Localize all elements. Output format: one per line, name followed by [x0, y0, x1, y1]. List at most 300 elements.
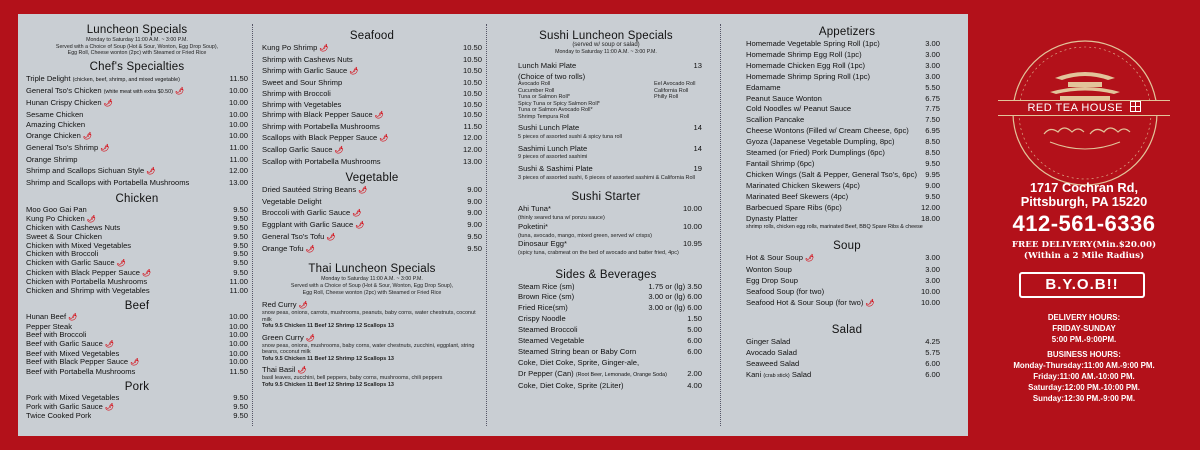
- item-label: Homemade Chicken Egg Roll (1pc): [746, 60, 866, 70]
- item-label: Vegetable Delight: [262, 196, 322, 206]
- chili-pepper-icon: 🌶: [86, 215, 96, 223]
- item-price: 10.00: [228, 311, 248, 321]
- item-label: General Tso's Chicken: [26, 85, 102, 95]
- thai-item-name: [262, 365, 482, 375]
- chili-pepper-icon: 🌶: [298, 302, 308, 310]
- maki-right-rolls: [654, 81, 695, 120]
- menu-item: [746, 148, 940, 159]
- menu-item: [746, 265, 940, 276]
- menu-item: [262, 55, 482, 66]
- item-label: Beef with Portabella Mushrooms: [26, 368, 136, 377]
- menu-item: [262, 208, 482, 220]
- item-name: [26, 358, 139, 368]
- item-name: [26, 269, 151, 279]
- menu-item: [746, 104, 940, 115]
- menu-item: [26, 269, 248, 279]
- item-name: [262, 133, 388, 145]
- item-desc: (chicken, beef, shrimp, and mixed vegetable): [72, 76, 180, 83]
- menu-item: [26, 358, 248, 368]
- item-name: [26, 233, 102, 242]
- item-label: Steamed Broccoli: [518, 325, 578, 335]
- item-label: Cheese Wontons (Filled w/ Cream Cheese, 6pc): [746, 126, 909, 136]
- menu-item: [26, 331, 248, 340]
- thai-item-name: [262, 300, 482, 310]
- item-name: [26, 323, 72, 332]
- menu-item: [746, 214, 940, 225]
- item-label: Dynasty Platter: [746, 213, 798, 223]
- item-label: Chicken with Garlic Sauce: [26, 259, 115, 268]
- item-name: [746, 298, 874, 310]
- menu-item: [262, 145, 482, 157]
- menu-item: [26, 323, 248, 332]
- item-price: 3.00: [925, 253, 940, 263]
- item-name: [262, 145, 344, 157]
- item-name: [746, 214, 798, 225]
- starter-item: [518, 239, 702, 250]
- item-price: 3.00 or (lg) 6.00: [648, 292, 702, 302]
- hours-info: DELIVERY HOURS: FRIDAY-SUNDAY 5:00 PM.-9:00PM. BUSINESS HOURS: Monday-Thursday:11:00 AM.-9:00 PM. Friday:11:00 AM.-10:00 PM. Saturday:12:00 PM.-10:00 PM. Sunday:12:30 PM.-9:00 PM.: [968, 312, 1200, 404]
- soup-heading: Soup: [833, 240, 861, 253]
- column-4: [722, 14, 968, 436]
- vegetable-list: [262, 185, 482, 255]
- item-price: 12.00: [228, 166, 248, 176]
- item-desc: (crab stick): [763, 372, 790, 379]
- menu-item: [26, 224, 248, 233]
- item-price: 10.00: [228, 131, 248, 141]
- item-label: Orange Chicken: [26, 131, 81, 141]
- item-label: Marinated Beef Skewers (4pc): [746, 191, 849, 201]
- item-name: [262, 66, 358, 78]
- item-name: [746, 276, 798, 287]
- item-name: [26, 178, 189, 189]
- menu-item: [518, 369, 702, 381]
- item-label: Kani: [746, 369, 762, 379]
- item-name: [26, 120, 85, 131]
- thai-item-desc: basil leaves, zucchini, bell peppers, baby corns, mushrooms, chili peppers: [262, 375, 443, 382]
- address: 1717 Cochran Rd, Pittsburgh, PA 15220: [1020, 180, 1148, 209]
- item-label: Beef with Broccoli: [26, 331, 87, 340]
- item-label: Fantail Shrimp (6pc): [746, 158, 815, 168]
- menu-item: [262, 78, 482, 89]
- menu-item: [262, 232, 482, 244]
- item-price: 9.50: [233, 240, 248, 250]
- starter-desc: (spicy tuna, crabmeat on the bed of avocado and batter fried, 4pc): [518, 250, 679, 257]
- item-label: Shrimp with Black Pepper Sauce: [262, 110, 373, 120]
- item-price: 10.00: [228, 321, 248, 331]
- item-price: 11.50: [229, 367, 248, 377]
- luncheon-specials-heading: Luncheon Specials: [86, 24, 188, 36]
- item-label: Crispy Noodle: [518, 314, 566, 324]
- sushi-plate: [518, 144, 702, 155]
- item-name: [262, 78, 342, 89]
- item-price: 10.50: [462, 43, 482, 52]
- item-label: Coke, Diet Coke, Sprite, Ginger-ale,: [518, 357, 640, 367]
- phone-number[interactable]: 412-561-6336: [1012, 211, 1156, 236]
- seafood-list: [262, 43, 482, 168]
- menu-item: [26, 403, 248, 413]
- chili-pepper-icon: 🌶: [305, 334, 315, 342]
- item-price: 10.00: [228, 109, 248, 119]
- item-label: Homemade Vegetable Spring Roll (1pc): [746, 39, 880, 48]
- maki-roll-option: Shrimp Tempura Roll: [518, 113, 570, 120]
- item-price: 9.00: [467, 184, 482, 194]
- menu-item: [26, 287, 248, 296]
- item-name: Dinosaur Egg*: [518, 239, 567, 249]
- menu-item: [746, 72, 940, 83]
- menu-item: [518, 282, 702, 293]
- item-price: 9.95: [925, 169, 940, 179]
- item-label: Eggplant with Garlic Sauce: [262, 219, 354, 229]
- item-price: 9.50: [233, 401, 248, 411]
- menu-item: [26, 120, 248, 131]
- menu-item: [26, 350, 248, 359]
- item-label: Chicken with Broccoli: [26, 250, 99, 259]
- chili-pepper-icon: 🌶: [334, 147, 344, 155]
- item-label: Chicken with Portabella Mushrooms: [26, 278, 148, 287]
- item-price: 10.00: [228, 85, 248, 95]
- item-name: Sashimi Lunch Plate: [518, 143, 588, 153]
- item-label: Pork with Mixed Vegetables: [26, 393, 120, 402]
- item-label: Scallops with Black Pepper Sauce: [262, 133, 378, 143]
- maki-roll-option: Eel Avocado Roll: [654, 81, 696, 88]
- item-price: 11.50: [463, 122, 482, 132]
- item-name: [518, 369, 667, 381]
- chili-pepper-icon: 🌶: [146, 168, 156, 176]
- vegetable-heading: Vegetable: [345, 171, 399, 184]
- chili-pepper-icon: 🌶: [103, 99, 113, 107]
- item-label: Thai Basil: [262, 365, 296, 375]
- item-name: [26, 287, 150, 296]
- item-label: Kung Po Shrimp: [262, 43, 318, 52]
- lunch-maki-choice: (Choice of two rolls): [518, 72, 586, 82]
- maki-roll-option: Spicy Tuna or Spicy Salmon Roll*: [518, 100, 600, 107]
- chili-pepper-icon: 🌶: [379, 135, 389, 143]
- item-name: [26, 110, 83, 121]
- thai-item-prices: Tofu 9.5 Chicken 11 Beef 12 Shrimp 12 Scallops 13: [262, 323, 394, 330]
- item-label: Seafood Hot & Sour Soup (for two): [746, 298, 864, 308]
- menu-item: [26, 131, 248, 143]
- maki-roll-options: [518, 81, 702, 120]
- starter-item: [518, 222, 702, 233]
- item-price: 14: [693, 143, 702, 153]
- thai-item-prices: Tofu 9.5 Chicken 11 Beef 12 Shrimp 12 Scallops 13: [262, 355, 394, 362]
- chili-pepper-icon: 🌶: [297, 367, 307, 375]
- item-price: 10.00: [228, 338, 248, 348]
- plate-list: [518, 123, 702, 181]
- menu-item: [26, 166, 248, 178]
- appetizers-list: [730, 39, 964, 224]
- sushi-plate-desc: 3 pieces of assorted sushi, 6 pieces of assorted sashimi & California Roll: [518, 174, 696, 181]
- chili-pepper-icon: 🌶: [355, 221, 365, 229]
- item-price: 10.00: [228, 330, 248, 340]
- item-name: [746, 94, 822, 105]
- item-price: 3.00: [925, 49, 940, 59]
- item-label: Shrimp with Portabella Mushrooms: [262, 122, 380, 132]
- item-price: 11.00: [229, 277, 248, 287]
- dynasty-platter-note: shrimp rolls, chicken egg rolls, marinated Beef, BBQ Spare Ribs & cheese: [746, 224, 923, 231]
- menu-item: [262, 43, 482, 55]
- item-name: Ahi Tuna*: [518, 204, 551, 214]
- item-price: 10.00: [920, 287, 940, 297]
- maki-roll-option: Cucumber Roll: [518, 87, 555, 94]
- item-label: Edamame: [746, 82, 781, 92]
- item-label: Scallop Garlic Sauce: [262, 145, 333, 155]
- menu-item: [746, 298, 940, 310]
- menu-panel: [18, 14, 968, 436]
- item-price: 10.00: [228, 120, 248, 130]
- item-price: 11.50: [229, 73, 248, 83]
- chef-specialties-list: [26, 74, 248, 189]
- menu-item: [26, 250, 248, 259]
- item-label: Barbecued Spare Ribs (6pc): [746, 202, 842, 212]
- chili-pepper-icon: 🌶: [100, 145, 110, 153]
- item-name: [518, 325, 578, 336]
- chili-pepper-icon: 🌶: [104, 340, 114, 348]
- beef-list: [26, 313, 248, 377]
- item-name: [26, 242, 131, 251]
- chili-pepper-icon: 🌶: [68, 313, 78, 321]
- item-price: 6.95: [925, 126, 940, 136]
- thai-item-prices: Tofu 9.5 Chicken 11 Beef 12 Shrimp 12 Scallops 13: [262, 381, 394, 388]
- item-name: [746, 203, 842, 214]
- menu-item: [746, 115, 940, 126]
- menu-item: [26, 340, 248, 350]
- chili-pepper-icon: 🌶: [319, 45, 329, 52]
- item-name: [26, 313, 77, 323]
- tea-house-glyph-icon: [1130, 101, 1141, 112]
- thai-item: [262, 365, 482, 388]
- business-hours-line: Sunday:12:30 PM.-9:00 PM.: [1032, 394, 1136, 403]
- item-label: Peanut Sauce Wonton: [746, 93, 822, 103]
- item-name: [26, 412, 91, 421]
- item-price: 5.50: [925, 82, 940, 92]
- item-price: 9.50: [233, 267, 248, 277]
- item-name: [518, 347, 636, 358]
- chili-pepper-icon: 🌶: [116, 260, 126, 268]
- item-name: [262, 185, 367, 197]
- item-label: Homemade Shrimp Egg Roll (1pc): [746, 49, 862, 59]
- menu-item: [746, 94, 940, 105]
- item-label: Chicken and Shrimp with Vegetables: [26, 287, 150, 296]
- item-name: [26, 331, 86, 340]
- business-hours-line: Friday:11:00 AM.-10:00 PM.: [1033, 372, 1135, 381]
- beef-heading: Beef: [124, 299, 150, 312]
- item-price: 6.00: [687, 346, 702, 356]
- sushi-plate-desc: 9 pieces of assorted sashimi: [518, 154, 588, 161]
- item-price: 10.00: [228, 348, 248, 358]
- menu-item: [26, 242, 248, 251]
- item-name: [262, 197, 322, 208]
- menu-item: [746, 253, 940, 265]
- menu-item: [518, 336, 702, 347]
- item-price: 10.95: [682, 239, 702, 249]
- menu-item: [26, 394, 248, 403]
- business-hours-line: Saturday:12:00 PM.-10:00 PM.: [1028, 383, 1140, 392]
- item-label: Shrimp and Scallops Sichuan Style: [26, 166, 145, 176]
- item-name: [26, 131, 92, 143]
- item-price: 3.00: [925, 71, 940, 81]
- item-price: 9.50: [233, 204, 248, 214]
- item-label: Shrimp with Vegetables: [262, 99, 342, 109]
- item-name: [262, 157, 381, 168]
- item-label: Broccoli with Garlic Sauce: [262, 207, 351, 217]
- column-divider: [486, 24, 487, 426]
- item-name: [26, 98, 113, 110]
- sushi-starter-list: [496, 204, 716, 256]
- sushi-luncheon-heading: Sushi Luncheon Specials: [539, 30, 673, 42]
- item-label: Triple Delight: [26, 73, 71, 83]
- byob-badge: B.Y.O.B!!: [1019, 272, 1145, 298]
- menu-item: [746, 39, 940, 50]
- item-price: 8.50: [925, 148, 940, 158]
- item-label: Twice Cooked Pork: [26, 412, 92, 421]
- item-label: Dr Pepper (Can): [518, 368, 574, 378]
- menu-item: [26, 412, 248, 421]
- item-name: [746, 104, 851, 115]
- menu-item: [26, 259, 248, 269]
- item-label: General Tso's Tofu: [262, 231, 325, 241]
- menu-item: [518, 325, 702, 336]
- item-label: Gyoza (Japanese Vegetable Dumpling, 8pc): [746, 137, 895, 147]
- item-price: 12.00: [462, 133, 482, 143]
- item-price: 10.00: [920, 298, 940, 308]
- column-divider: [720, 24, 721, 426]
- maki-left-rolls: [518, 81, 654, 120]
- item-label: Chicken with Mixed Vegetables: [26, 241, 132, 250]
- item-label: Hot & Sour Soup: [746, 253, 803, 263]
- item-label: Homemade Shrimp Spring Roll (1pc): [746, 71, 871, 81]
- item-name: [746, 181, 860, 192]
- salad-heading: Salad: [831, 323, 863, 336]
- item-name: [746, 253, 814, 265]
- item-price: 9.50: [467, 243, 482, 253]
- appetizers-heading: Appetizers: [818, 26, 876, 38]
- column-2: [254, 14, 486, 436]
- item-price: 9.50: [233, 223, 248, 233]
- item-label: Chicken Wings (Salt & Pepper, General Tso's, 6pc): [746, 169, 917, 179]
- item-name: [262, 110, 384, 122]
- item-name: [746, 370, 811, 382]
- menu-item: [746, 348, 940, 359]
- item-name: [26, 259, 126, 269]
- brand-name: RED TEA HOUSE: [998, 100, 1170, 116]
- menu-item: [746, 50, 940, 61]
- lunch-maki-plate: Lunch Maki Plate 13: [518, 61, 702, 71]
- item-label: General Tso's Shrimp: [26, 143, 99, 153]
- item-price: 5.00: [687, 325, 702, 335]
- menu-item: [26, 206, 248, 215]
- item-price: 11.00: [229, 286, 248, 296]
- thai-item: [262, 300, 482, 330]
- item-name: [26, 224, 120, 233]
- menu-item: [262, 100, 482, 111]
- item-label: Sweet and Sour Shrimp: [262, 77, 343, 87]
- item-label: Green Curry: [262, 332, 304, 342]
- item-price: 6.00: [925, 369, 940, 379]
- menu-item: [26, 155, 248, 166]
- item-price: 4.25: [925, 336, 940, 346]
- item-price: 7.75: [925, 104, 940, 114]
- thai-luncheon-note: Monday to Saturday 11:00 A.M. ~ 3:00 P.M. Served with a Choice of Soup (Hot & Sour, Wonton, Egg Drop Soup), Egg Roll, Cheese wonton (2pc) with Steamed or Fried Rice: [290, 276, 454, 296]
- item-price: 9.50: [233, 258, 248, 268]
- item-label: Wonton Soup: [746, 265, 792, 275]
- thai-item-desc: snow peas, onions, carrots, mushrooms, peanuts, baby corns, water chestnuts, coconut milk: [262, 310, 476, 323]
- item-name: [746, 115, 804, 126]
- menu-item: [518, 303, 702, 314]
- item-name: [26, 340, 114, 350]
- item-price: 10.50: [462, 99, 482, 109]
- item-name: [262, 208, 361, 220]
- maki-roll-option: Philly Roll: [654, 94, 679, 101]
- menu-item: [746, 181, 940, 192]
- item-price: 9.50: [233, 411, 248, 421]
- item-label: Shrimp with Cashews Nuts: [262, 54, 353, 64]
- business-hours-line: Monday-Thursday:11:00 AM.-9:00 PM.: [1013, 361, 1155, 370]
- item-label: Steamed (or Fried) Pork Dumplings (6pc): [746, 148, 885, 158]
- item-price: 9.50: [467, 231, 482, 241]
- item-label: Seaweed Salad: [746, 358, 800, 368]
- chili-pepper-icon: 🌶: [805, 255, 815, 263]
- item-label: Avocado Salad: [746, 347, 797, 357]
- item-label: Cold Noodles w/ Peanut Sauce: [746, 104, 852, 114]
- item-name: [746, 337, 790, 348]
- pork-list: [26, 394, 248, 421]
- item-label: Ginger Salad: [746, 336, 791, 346]
- item-name: [26, 166, 155, 178]
- item-label: Beef with Black Pepper Sauce: [26, 358, 129, 367]
- item-price: 12.00: [920, 202, 940, 212]
- item-label: Red Curry: [262, 300, 297, 310]
- menu-item: [746, 126, 940, 137]
- item-name: [746, 61, 865, 72]
- item-name: [746, 50, 862, 61]
- item-name: [746, 159, 814, 170]
- item-name: [26, 215, 96, 225]
- starter-item: [518, 204, 702, 215]
- chili-pepper-icon: 🌶: [104, 403, 114, 411]
- menu-item: [26, 143, 248, 155]
- menu-item: [26, 278, 248, 287]
- item-price: 9.50: [233, 213, 248, 223]
- chili-pepper-icon: 🌶: [349, 67, 359, 75]
- item-price: 10.50: [462, 88, 482, 98]
- item-label: Moo Goo Gai Pan: [26, 205, 87, 214]
- item-price: 9.00: [467, 207, 482, 217]
- menu-item: [262, 197, 482, 208]
- delivery-info: FREE DELIVERY(Min.$20.00) (Within a 2 Mile Radius): [1011, 240, 1157, 261]
- chili-pepper-icon: 🌶: [358, 186, 368, 194]
- item-price: 10.00: [228, 357, 248, 367]
- sides-heading: Sides & Beverages: [555, 268, 657, 281]
- item-price: 9.50: [233, 249, 248, 259]
- item-name: [262, 43, 328, 55]
- item-desc: (Root Beer, Lemonade, Orange Soda): [575, 371, 667, 378]
- item-price: 5.75: [925, 347, 940, 357]
- item-name: [746, 359, 799, 370]
- item-label: Steamed Vegetable: [518, 336, 585, 346]
- item-label: Coke, Diet Coke, Sprite (2Liter): [518, 380, 624, 390]
- item-label: Amazing Chicken: [26, 120, 86, 130]
- sushi-luncheon-note: Monday to Saturday 11:00 A.M. ~ 3:00 P.M.: [555, 48, 657, 55]
- item-label: Dried Sautéed String Beans: [262, 184, 357, 194]
- sushi-luncheon-sub: (served w/ soup or salad): [572, 42, 640, 48]
- menu-item: [26, 86, 248, 98]
- menu-item: [746, 192, 940, 203]
- chili-pepper-icon: 🌶: [865, 300, 875, 308]
- menu-item: [26, 74, 248, 86]
- item-name: [518, 292, 574, 303]
- item-label: Scallop with Portabella Mushrooms: [262, 157, 381, 167]
